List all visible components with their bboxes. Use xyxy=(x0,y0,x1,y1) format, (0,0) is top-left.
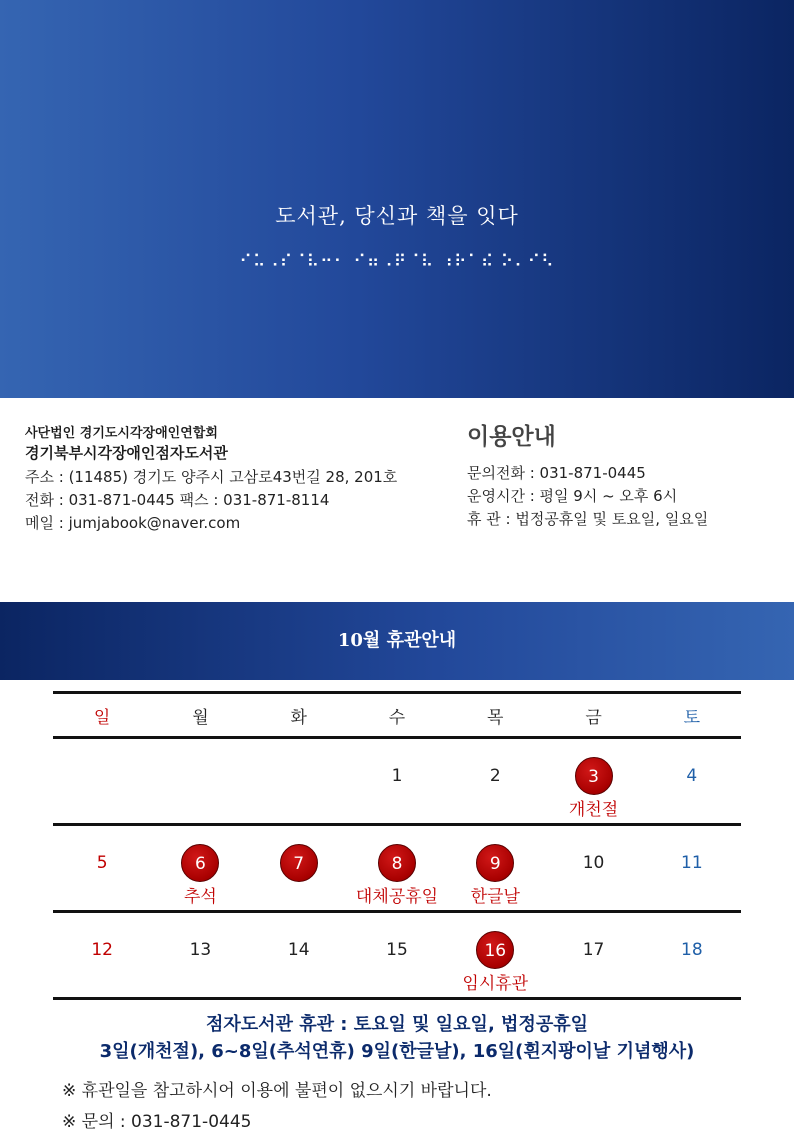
calendar-day-closed xyxy=(250,826,348,910)
usage-title: 이용안내 xyxy=(467,424,556,450)
calendar-day xyxy=(544,826,642,910)
footer-notes xyxy=(62,1076,492,1134)
calendar-day-closed xyxy=(544,739,642,823)
calendar-day xyxy=(250,913,348,997)
calendar-day-closed xyxy=(446,913,544,997)
usage-closed-days: 휴 관 : 법정공휴일 및 토요일, 일요일 xyxy=(467,510,709,528)
day-number: 16 xyxy=(476,931,514,969)
day-number: 6 xyxy=(181,844,219,882)
note-reference: ※ 휴관일을 참고하시어 이용에 불편이 없으시기 바랍니다. xyxy=(62,1081,492,1101)
calendar xyxy=(53,691,741,1000)
closure-summary xyxy=(0,1010,794,1063)
day-number: 18 xyxy=(681,940,703,960)
calendar-day xyxy=(53,826,151,910)
calendar-day xyxy=(446,739,544,823)
calendar-day-closed xyxy=(151,826,249,910)
calendar-day xyxy=(544,913,642,997)
usage-hours: 운영시간 : 평일 9시 ~ 오후 6시 xyxy=(467,487,678,505)
day-number: 9 xyxy=(476,844,514,882)
holiday-label: 개천절 xyxy=(568,800,619,820)
calendar-day xyxy=(643,739,741,823)
weekday-tue: 화 xyxy=(290,707,307,728)
summary-line-1: 점자도서관 휴관 : 토요일 및 일요일, 법정공휴일 xyxy=(205,1014,588,1035)
day-number: 13 xyxy=(189,940,212,960)
org-phone-fax: 전화 : 031-871-0445 팩스 : 031-871-8114 xyxy=(25,491,330,509)
usage-info xyxy=(467,418,708,531)
hero-banner xyxy=(0,0,794,398)
weekday-wed: 수 xyxy=(388,707,406,728)
calendar-day xyxy=(348,739,446,823)
weekday-thu: 목 xyxy=(487,707,504,728)
weekday-fri: 금 xyxy=(585,707,602,728)
calendar-day xyxy=(151,913,249,997)
hero-slogan: 도서관, 당신과 책을 잇다 xyxy=(275,204,519,228)
holiday-label: 한글날 xyxy=(470,887,520,907)
day-number: 17 xyxy=(582,940,605,960)
weekday-mon: 월 xyxy=(192,707,209,728)
calendar-day xyxy=(348,913,446,997)
calendar-day-closed xyxy=(446,826,544,910)
month-banner: 10월 휴관안내 xyxy=(0,602,794,680)
day-number: 15 xyxy=(386,940,408,960)
holiday-label: 추석 xyxy=(183,887,217,907)
holiday-label: 대체공휴일 xyxy=(355,887,439,907)
day-number: 10 xyxy=(582,853,605,873)
day-number: 1 xyxy=(391,766,403,786)
org-library-name: 경기북부시각장애인점자도서관 xyxy=(25,444,228,462)
day-number: 14 xyxy=(287,940,310,960)
calendar-day-closed xyxy=(348,826,446,910)
calendar-day xyxy=(53,913,151,997)
calendar-week xyxy=(53,826,741,913)
day-number: 4 xyxy=(686,766,698,786)
calendar-day xyxy=(643,826,741,910)
calendar-week xyxy=(53,913,741,1000)
calendar-weekday-header xyxy=(53,691,741,739)
day-number: 12 xyxy=(91,940,113,960)
calendar-day xyxy=(151,739,249,823)
org-parent-name: 사단법인 경기도시각장애인연합회 xyxy=(25,426,218,441)
weekday-sun: 일 xyxy=(93,707,111,728)
holiday-label: 임시휴관 xyxy=(462,974,529,994)
day-number: 5 xyxy=(96,853,108,873)
day-number: 11 xyxy=(681,853,703,873)
usage-inquiry: 문의전화 : 031-871-0445 xyxy=(467,464,646,482)
calendar-day xyxy=(643,913,741,997)
note-inquiry: ※ 문의 : 031-871-0445 xyxy=(62,1112,252,1132)
calendar-week xyxy=(53,739,741,826)
day-number: 8 xyxy=(378,844,416,882)
calendar-day xyxy=(250,739,348,823)
hero-braille-text: ⠊⠥⠠⠎⠈⠧⠒⠂ ⠊⠶⠠⠟⠈⠧ ⠰⠗⠁⠮ ⠕⠄⠊⠣ xyxy=(239,252,555,272)
day-number: 7 xyxy=(280,844,318,882)
org-email: 메일 : jumjabook@naver.com xyxy=(25,514,241,532)
organization-info xyxy=(25,422,397,535)
day-number: 2 xyxy=(489,766,501,786)
summary-line-2: 3일(개천절), 6~8일(추석연휴) 9일(한글날), 16일(흰지팡이날 기념행사) xyxy=(99,1041,695,1062)
day-number: 3 xyxy=(575,757,613,795)
weekday-sat: 토 xyxy=(683,707,701,728)
calendar-day xyxy=(53,739,151,823)
calendar-weeks xyxy=(53,739,741,1000)
org-address: 주소 : (11485) 경기도 양주시 고삼로43번길 28, 201호 xyxy=(25,468,398,486)
